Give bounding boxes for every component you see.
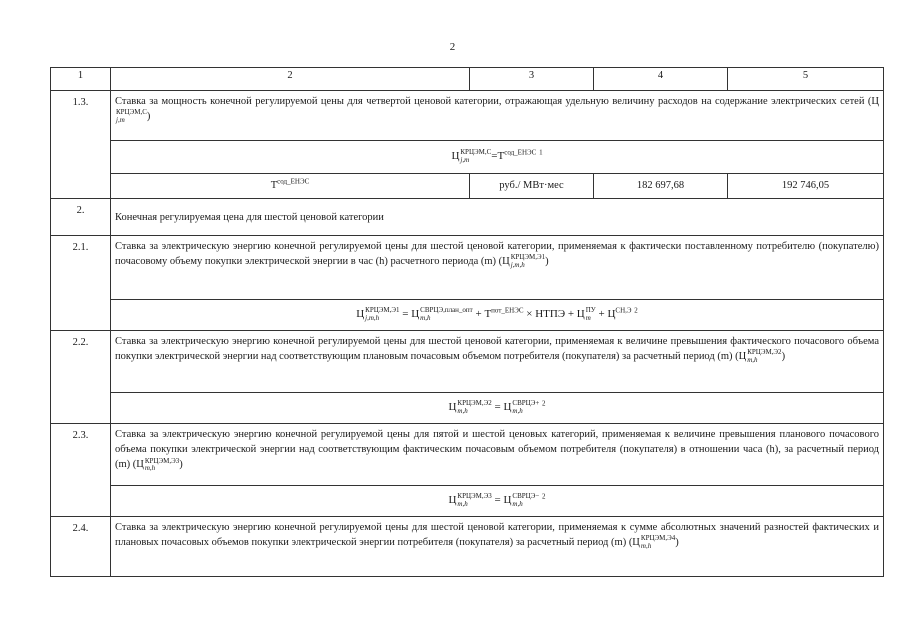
row-description: Ставка за электрическую энергию конечной регулируемой цены для пятой и шестой ценовых категорий, применяемая к величине превышения планового почасового объема покупки электрической энергии над соответствующим фактическим почасовым объемом потребителя (покупателя) в отношении часа (h), за расчетный период (m) (Ц КРЦЭМ,Э3 m,h )	[111, 424, 884, 486]
value-cell: 182 697,68	[594, 174, 728, 199]
table-row	[51, 236, 884, 300]
header-row	[51, 68, 884, 91]
formula: Ц КРЦЭМ,Э3 m,h = Ц СВРЦЭ− m,h $^2$	[111, 486, 884, 517]
header-cell: 3	[470, 68, 594, 91]
section-title: Конечная регулируемая цена для шестой ценовой категории	[111, 199, 884, 236]
row-description: Ставка за мощность конечной регулируемой цены для четвертой ценовой категории, отражающая удельную величину расходов на содержание электрических сетей (Ц КРЦЭМ,С j,m )	[111, 91, 884, 141]
formula: Ц КРЦЭМ,Э1 j,m,h = Ц СВРЦЭ,план_опт m,h + $Т^{пот\_ЕНЭС}$ × НТПЭ + Ц ПУ m + $Ц^{СН,Э}$ $^2$	[111, 300, 884, 331]
formula: Ц КРЦЭМ,С j,m $=Т^{сод\_ЕНЭС}$ $^1$	[111, 141, 884, 174]
formula-row	[51, 300, 884, 331]
section-row	[51, 199, 884, 236]
row-number: 2.1.	[51, 236, 111, 331]
table-row	[51, 331, 884, 393]
header-cell: 1	[51, 68, 111, 91]
row-number: 2.3.	[51, 424, 111, 517]
formula-row	[51, 486, 884, 517]
table-row	[51, 517, 884, 577]
row-number: 2.	[51, 199, 111, 236]
page-number: 2	[449, 41, 456, 53]
formula-row	[51, 393, 884, 424]
value-row	[51, 174, 884, 199]
table-row	[51, 424, 884, 486]
row-number: 2.4.	[51, 517, 111, 577]
header-cell: 4	[594, 68, 728, 91]
row-description: Ставка за электрическую энергию конечной регулируемой цены для шестой ценовой категории, применяемая к фактически поставленному потребителю (покупателю) почасовому объему покупки электрической энергии в час (h) расчетного периода (m) (Ц КРЦЭМ,Э1 j,m,h )	[111, 236, 884, 300]
formula: Ц КРЦЭМ,Э2 m,h = Ц СВРЦЭ+ m,h $^2$	[111, 393, 884, 424]
tariff-label: $Т^{сод\_ЕНЭС}$	[111, 174, 470, 199]
table-row	[51, 91, 884, 141]
row-number: 2.2.	[51, 331, 111, 424]
value-cell: 192 746,05	[728, 174, 884, 199]
tariff-table	[50, 67, 884, 577]
formula-row	[51, 141, 884, 174]
row-description: Ставка за электрическую энергию конечной регулируемой цены для шестой ценовой категории, применяемая к сумме абсолютных значений разностей фактических и плановых почасовых объемов покупки электрической энергии потребителя (покупателя) за расчетный период (m) (Ц КРЦЭМ,Э4 m,h )	[111, 517, 884, 577]
row-description: Ставка за электрическую энергию конечной регулируемой цены для шестой ценовой категории, применяемая к величине превышения фактического почасового объема покупки электрической энергии над соответствующим плановым почасовым объемом потребителя (покупателя) за расчетный период (m) (Ц КРЦЭМ,Э2 m,h )	[111, 331, 884, 393]
header-cell: 2	[111, 68, 470, 91]
header-cell: 5	[728, 68, 884, 91]
row-number: 1.3.	[51, 91, 111, 199]
unit-cell: руб./ МВт·мес	[470, 174, 594, 199]
